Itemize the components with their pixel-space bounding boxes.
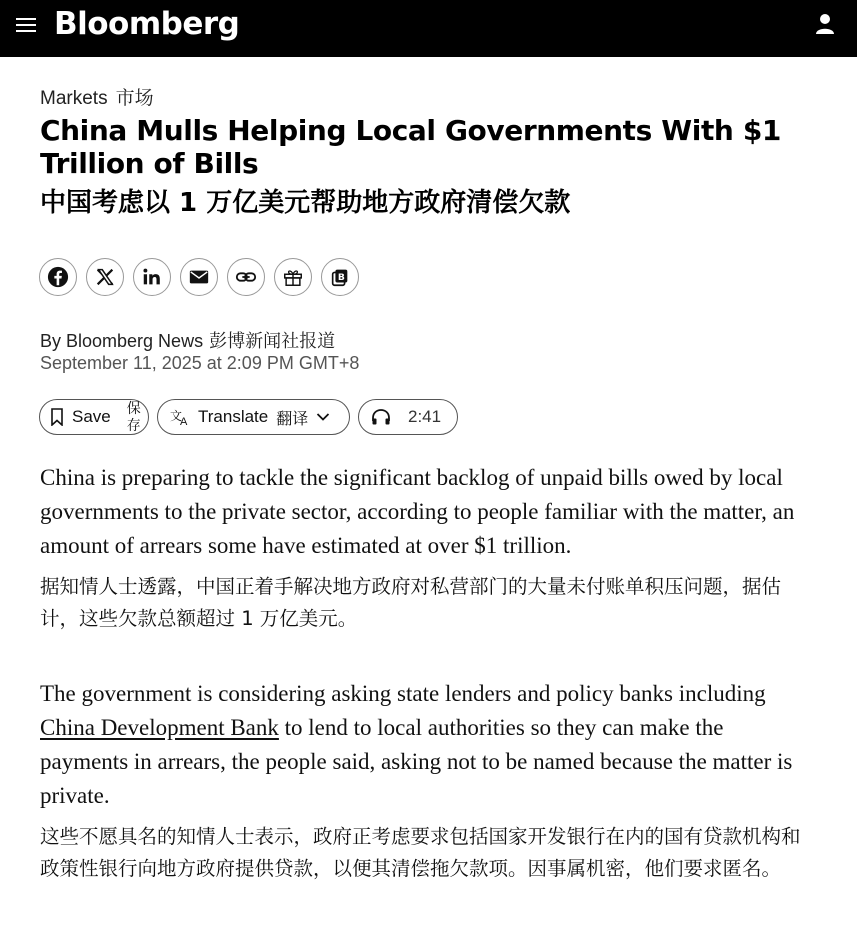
- copy-link-button[interactable]: [227, 258, 265, 296]
- byline-author-zh: 彭博新闻社报道: [209, 331, 336, 351]
- top-navigation-bar: [0, 0, 857, 57]
- save-label-zh: 保 存: [126, 400, 141, 433]
- headphones-icon: [371, 408, 391, 426]
- facebook-icon: [47, 266, 69, 288]
- share-buttons: [39, 258, 359, 296]
- gift-article-button[interactable]: [274, 258, 312, 296]
- publish-date: September 11, 2025 at 2:09 PM GMT+8: [40, 353, 360, 373]
- article-headline-zh: 中国考虑以 1 万亿美元帮助地方政府清偿欠款: [40, 188, 571, 218]
- svg-text:B: B: [337, 271, 345, 283]
- byline: [40, 327, 335, 353]
- article-headline: China Mulls Helping Local Governments With $1 Trillion of Bills: [40, 114, 781, 180]
- china-development-bank-link[interactable]: China Development Bank: [40, 715, 279, 740]
- email-icon: [188, 266, 210, 288]
- paragraph-1-en: China is preparing to tackle the significant backlog of unpaid bills owed by local governments to the private sector, according to people familiar with the matter, an amount of arrears some have estimated at over $1 trillion.: [40, 465, 795, 558]
- translate-label: Translate: [198, 407, 269, 426]
- section-label-zh: 市场: [115, 88, 154, 109]
- paragraph-1-zh: 据知情人士透露，中国正着手解决地方政府对私营部门的大量未付账单积压问题，据估计，这些欠款总额超过 1 万亿美元。: [40, 575, 782, 630]
- x-icon: [94, 266, 116, 288]
- section-kicker[interactable]: [40, 83, 154, 110]
- listen-audio-button[interactable]: [358, 399, 458, 435]
- link-icon: [235, 266, 257, 288]
- paragraph-2-zh: 这些不愿具名的知情人士表示，政府正考虑要求包括国家开发银行在内的国有贷款机构和政策性银行向地方政府提供贷款，以便其清偿拖欠款项。因事属机密，他们要求匿名。: [40, 825, 801, 880]
- translate-label-zh: 翻译: [276, 410, 309, 428]
- bloomberg-terminal-icon: [329, 266, 351, 288]
- linkedin-icon: [141, 266, 163, 288]
- save-button[interactable]: [39, 399, 149, 435]
- user-account-icon[interactable]: [815, 13, 835, 35]
- bookmark-icon: [50, 408, 64, 426]
- paragraph-2-en: [40, 677, 815, 813]
- share-x-button[interactable]: [86, 258, 124, 296]
- bloomberg-logo[interactable]: Bloomberg: [54, 6, 240, 42]
- chevron-down-icon: [316, 412, 330, 422]
- translate-button[interactable]: [157, 399, 350, 435]
- audio-duration: 2:41: [408, 407, 442, 426]
- share-email-button[interactable]: [180, 258, 218, 296]
- article-actions: [39, 399, 458, 435]
- bloomberg-terminal-button[interactable]: [321, 258, 359, 296]
- share-facebook-button[interactable]: [39, 258, 77, 296]
- save-label: Save: [72, 407, 111, 426]
- paragraph-2-text-before: The government is considering asking state lenders and policy banks including: [40, 681, 766, 706]
- hamburger-menu-icon[interactable]: [16, 14, 36, 34]
- translate-icon: [170, 408, 190, 426]
- gift-icon: [282, 266, 304, 288]
- paragraph-2-text-after: to lend to local authorities so they can make the payments in arrears, the people said, asking not to be named because the matter is private.: [40, 715, 793, 808]
- share-linkedin-button[interactable]: [133, 258, 171, 296]
- svg-text:A: A: [180, 416, 188, 426]
- section-label[interactable]: Markets: [40, 88, 108, 109]
- byline-author[interactable]: By Bloomberg News: [40, 331, 204, 351]
- svg-text:文: 文: [170, 409, 183, 423]
